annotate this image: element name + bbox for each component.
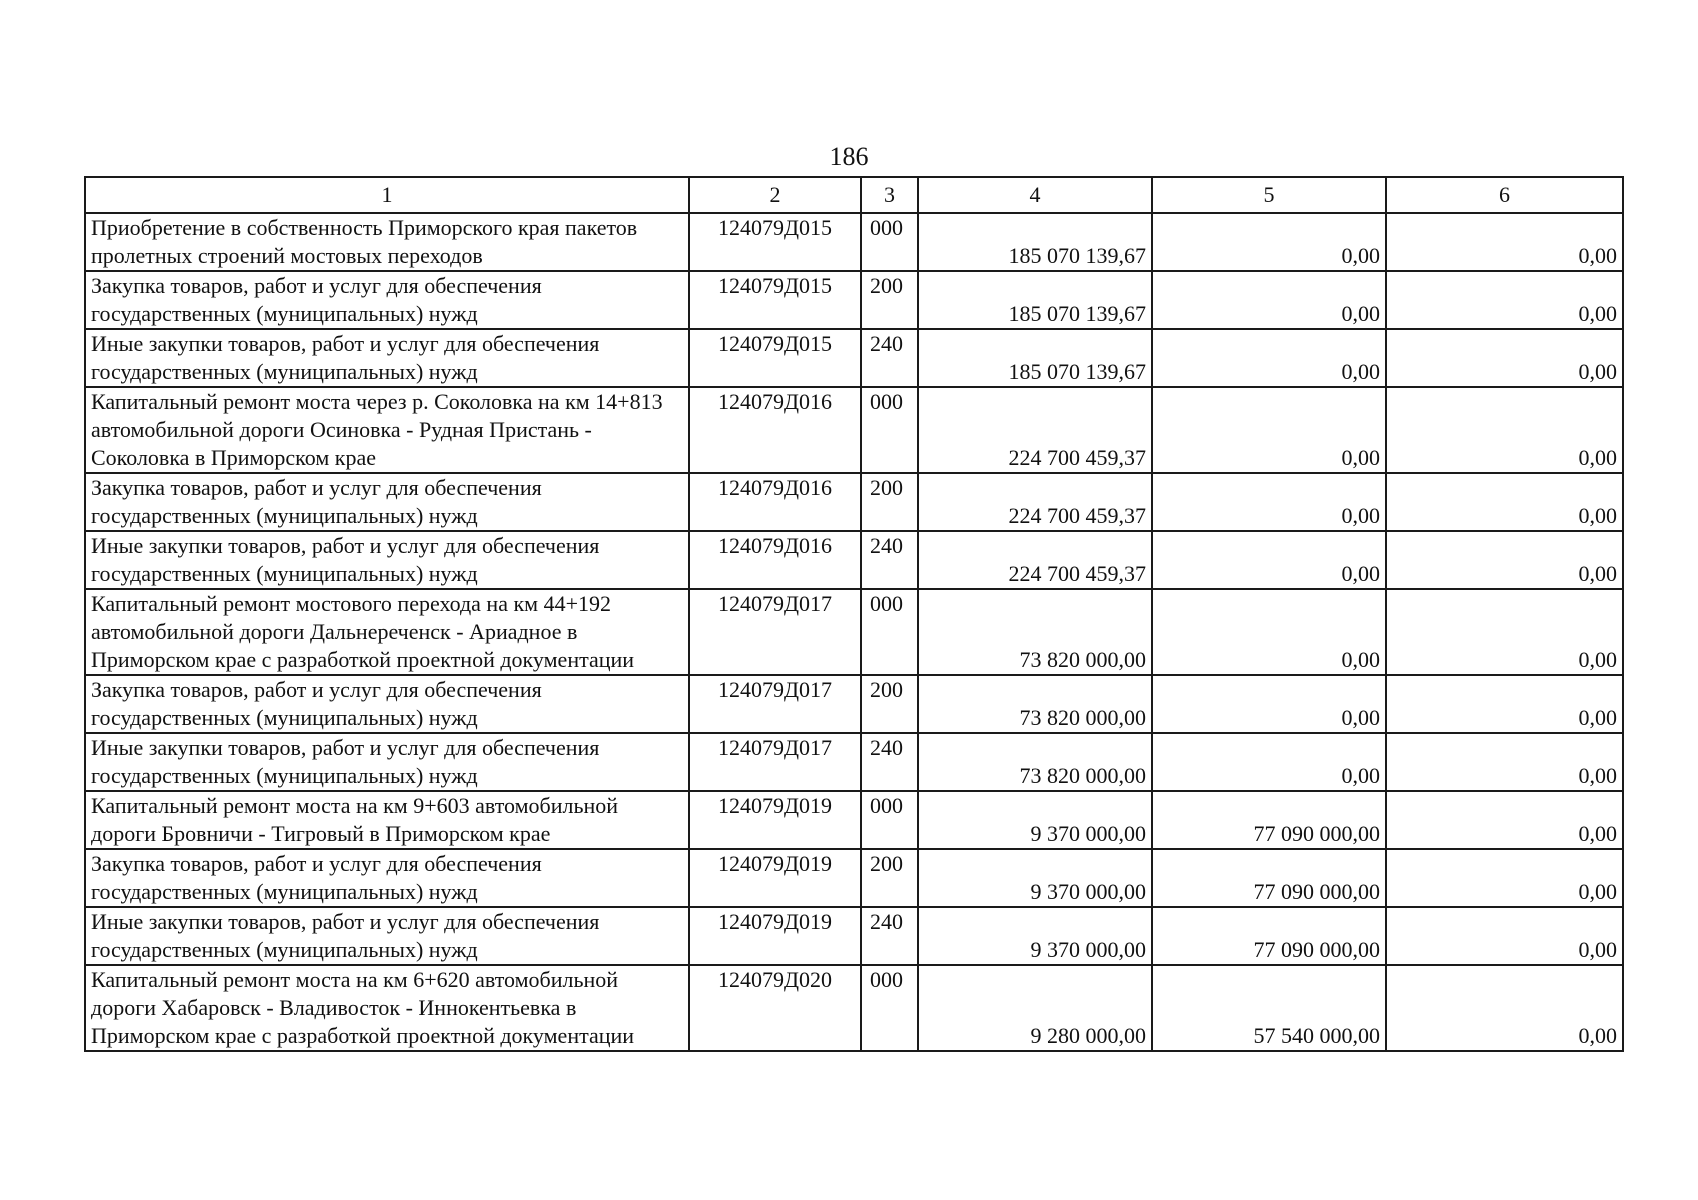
- row-type: 200: [861, 675, 918, 733]
- row-value-4: 185 070 139,67: [918, 213, 1152, 271]
- row-value-5: 0,00: [1152, 675, 1386, 733]
- table-row: [85, 271, 1623, 329]
- column-header: 3: [861, 177, 918, 213]
- row-type: 000: [861, 589, 918, 675]
- row-value-6: 0,00: [1386, 849, 1623, 907]
- row-value-5: 0,00: [1152, 531, 1386, 589]
- row-value-4: 224 700 459,37: [918, 531, 1152, 589]
- column-header: 4: [918, 177, 1152, 213]
- row-name: Закупка товаров, работ и услуг для обеспечения государственных (муниципальных) нужд: [85, 675, 689, 733]
- row-code: 124079Д019: [689, 849, 861, 907]
- row-code: 124079Д015: [689, 213, 861, 271]
- row-name: Приобретение в собственность Приморского края пакетов пролетных строений мостовых переходов: [85, 213, 689, 271]
- row-value-4: 9 370 000,00: [918, 791, 1152, 849]
- row-name: Капитальный ремонт моста через р. Соколовка на км 14+813 автомобильной дороги Осиновка - Рудная Пристань - Соколовка в Приморском крае: [85, 387, 689, 473]
- table-row: [85, 531, 1623, 589]
- row-type: 000: [861, 387, 918, 473]
- row-code: 124079Д016: [689, 531, 861, 589]
- row-code: 124079Д019: [689, 907, 861, 965]
- row-name: Закупка товаров, работ и услуг для обеспечения государственных (муниципальных) нужд: [85, 849, 689, 907]
- row-value-5: 0,00: [1152, 589, 1386, 675]
- table-row: [85, 965, 1623, 1051]
- table-row: [85, 387, 1623, 473]
- row-name: Иные закупки товаров, работ и услуг для обеспечения государственных (муниципальных) нужд: [85, 531, 689, 589]
- row-type: 000: [861, 213, 918, 271]
- row-type: 000: [861, 791, 918, 849]
- row-value-5: 0,00: [1152, 271, 1386, 329]
- table-row: [85, 473, 1623, 531]
- row-value-5: 77 090 000,00: [1152, 791, 1386, 849]
- row-value-4: 224 700 459,37: [918, 473, 1152, 531]
- row-value-4: 9 370 000,00: [918, 907, 1152, 965]
- row-value-4: 185 070 139,67: [918, 329, 1152, 387]
- row-value-4: 73 820 000,00: [918, 675, 1152, 733]
- row-code: 124079Д015: [689, 329, 861, 387]
- row-name: Капитальный ремонт моста на км 6+620 автомобильной дороги Хабаровск - Владивосток - Иннокентьевка в Приморском крае с разработкой проектной документации: [85, 965, 689, 1051]
- row-value-4: 9 280 000,00: [918, 965, 1152, 1051]
- table-header-row: [85, 177, 1623, 213]
- row-value-6: 0,00: [1386, 213, 1623, 271]
- page-number: 186: [829, 142, 869, 171]
- row-type: 200: [861, 849, 918, 907]
- column-header: 6: [1386, 177, 1623, 213]
- column-header: 2: [689, 177, 861, 213]
- row-value-6: 0,00: [1386, 329, 1623, 387]
- row-code: 124079Д019: [689, 791, 861, 849]
- table-row: [85, 907, 1623, 965]
- row-code: 124079Д017: [689, 733, 861, 791]
- row-type: 240: [861, 329, 918, 387]
- row-code: 124079Д016: [689, 387, 861, 473]
- table-row: [85, 329, 1623, 387]
- row-name: Иные закупки товаров, работ и услуг для обеспечения государственных (муниципальных) нужд: [85, 329, 689, 387]
- row-name: Закупка товаров, работ и услуг для обеспечения государственных (муниципальных) нужд: [85, 473, 689, 531]
- row-type: 200: [861, 473, 918, 531]
- row-code: 124079Д017: [689, 589, 861, 675]
- table-row: [85, 675, 1623, 733]
- row-value-6: 0,00: [1386, 271, 1623, 329]
- row-value-5: 0,00: [1152, 473, 1386, 531]
- table-row: [85, 849, 1623, 907]
- budget-table: [84, 176, 1624, 1052]
- row-type: 240: [861, 907, 918, 965]
- row-value-5: 0,00: [1152, 329, 1386, 387]
- row-value-6: 0,00: [1386, 531, 1623, 589]
- row-type: 000: [861, 965, 918, 1051]
- row-value-5: 77 090 000,00: [1152, 849, 1386, 907]
- row-value-4: 185 070 139,67: [918, 271, 1152, 329]
- row-type: 240: [861, 733, 918, 791]
- row-value-4: 224 700 459,37: [918, 387, 1152, 473]
- row-type: 240: [861, 531, 918, 589]
- row-value-6: 0,00: [1386, 907, 1623, 965]
- row-type: 200: [861, 271, 918, 329]
- row-value-4: 9 370 000,00: [918, 849, 1152, 907]
- row-code: 124079Д016: [689, 473, 861, 531]
- row-value-5: 0,00: [1152, 387, 1386, 473]
- row-value-4: 73 820 000,00: [918, 589, 1152, 675]
- table-row: [85, 733, 1623, 791]
- row-value-6: 0,00: [1386, 589, 1623, 675]
- row-value-4: 73 820 000,00: [918, 733, 1152, 791]
- row-name: Капитальный ремонт моста на км 9+603 автомобильной дороги Бровничи - Тигровый в Приморском крае: [85, 791, 689, 849]
- table-row: [85, 791, 1623, 849]
- row-value-5: 77 090 000,00: [1152, 907, 1386, 965]
- row-value-5: 57 540 000,00: [1152, 965, 1386, 1051]
- row-value-6: 0,00: [1386, 675, 1623, 733]
- row-name: Иные закупки товаров, работ и услуг для обеспечения государственных (муниципальных) нужд: [85, 733, 689, 791]
- row-name: Иные закупки товаров, работ и услуг для обеспечения государственных (муниципальных) нужд: [85, 907, 689, 965]
- row-name: Капитальный ремонт мостового перехода на км 44+192 автомобильной дороги Дальнереченск - Ариадное в Приморском крае с разработкой проектной документации: [85, 589, 689, 675]
- table-row: [85, 589, 1623, 675]
- row-code: 124079Д020: [689, 965, 861, 1051]
- row-value-6: 0,00: [1386, 791, 1623, 849]
- column-header: 5: [1152, 177, 1386, 213]
- row-code: 124079Д015: [689, 271, 861, 329]
- row-value-6: 0,00: [1386, 387, 1623, 473]
- column-header: 1: [85, 177, 689, 213]
- row-value-5: 0,00: [1152, 733, 1386, 791]
- row-value-5: 0,00: [1152, 213, 1386, 271]
- row-name: Закупка товаров, работ и услуг для обеспечения государственных (муниципальных) нужд: [85, 271, 689, 329]
- row-value-6: 0,00: [1386, 473, 1623, 531]
- table-row: [85, 213, 1623, 271]
- row-value-6: 0,00: [1386, 733, 1623, 791]
- row-value-6: 0,00: [1386, 965, 1623, 1051]
- row-code: 124079Д017: [689, 675, 861, 733]
